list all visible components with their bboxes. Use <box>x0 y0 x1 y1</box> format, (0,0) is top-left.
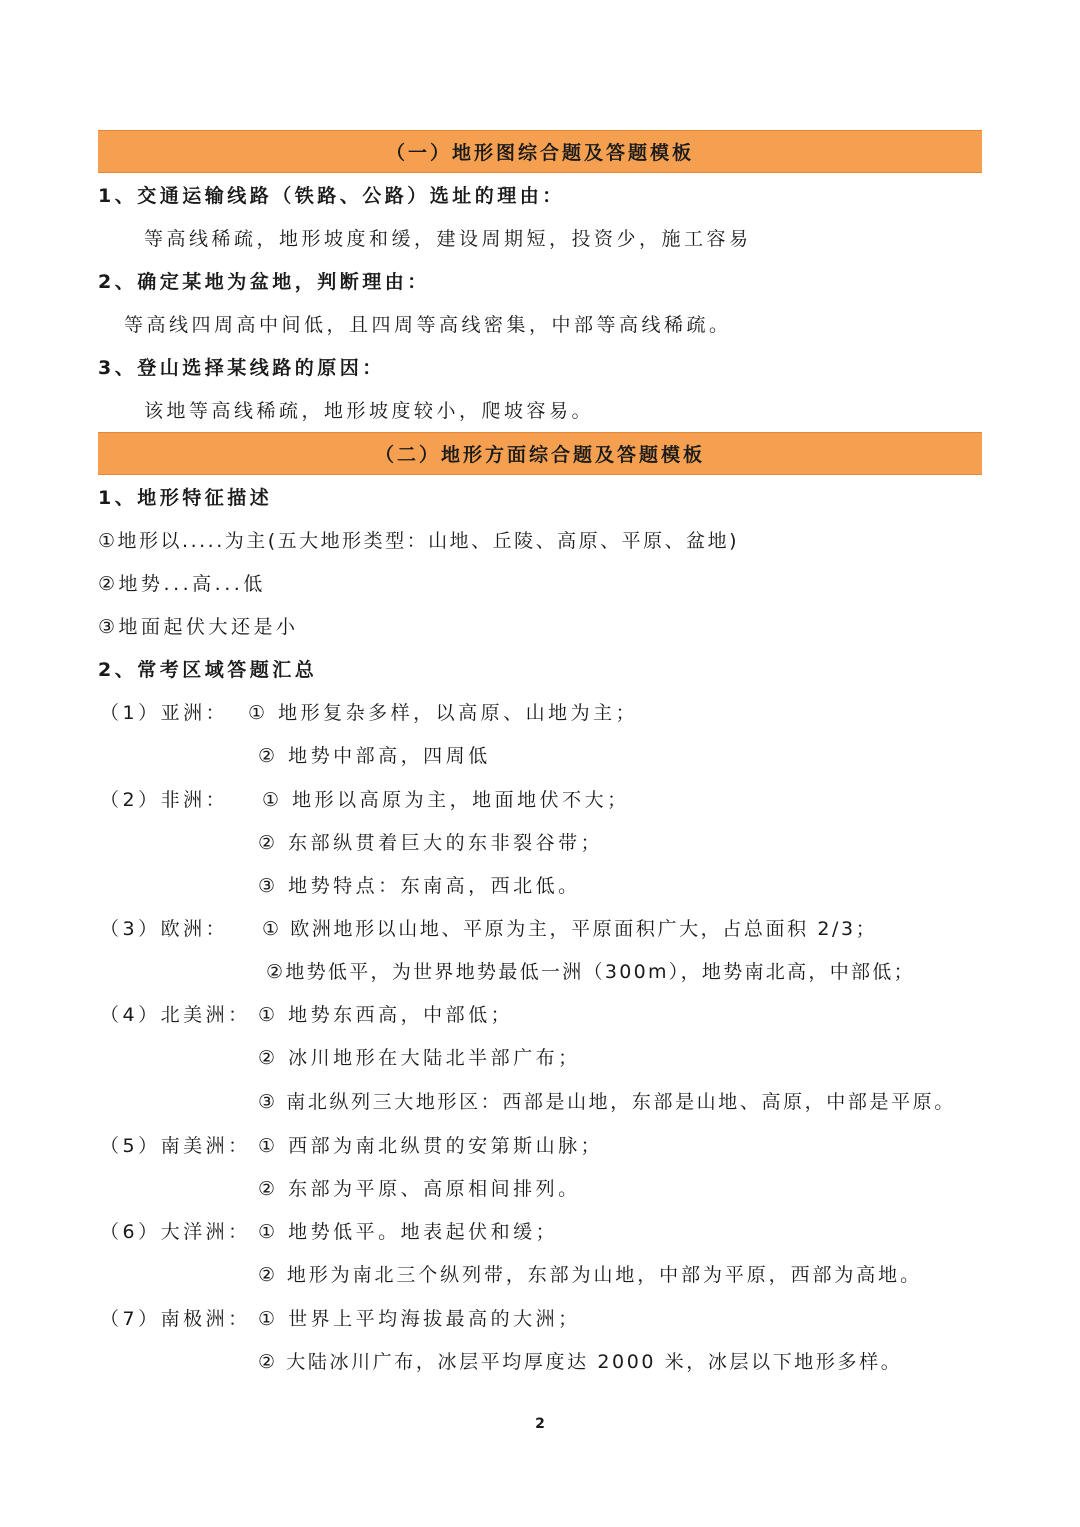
region-point: ① 地势东西高，中部低； <box>258 1004 514 1026</box>
section1-q1: 1、交通运输线路（铁路、公路）选址的理由： <box>98 185 565 207</box>
region-point: ②地势低平，为世界地势最低一洲（300m），地势南北高，中部低； <box>266 961 915 983</box>
region-name-antarctica: （7）南极洲： <box>100 1308 251 1330</box>
region-point: ① 地形复杂多样，以高原、山地为主； <box>248 702 639 724</box>
region-point: ① 欧洲地形以山地、平原为主，平原面积广大，占总面积 2/3； <box>262 918 878 940</box>
region-point: ② 东部纵贯着巨大的东非裂谷带； <box>258 832 604 854</box>
region-name-oceania: （6）大洋洲： <box>100 1221 251 1243</box>
terrain-feature-line-2: ②地势...高...低 <box>98 573 266 595</box>
page-number: 2 <box>535 1416 545 1432</box>
section1-banner: （一）地形图综合题及答题模板 <box>98 130 982 173</box>
region-point: ② 地势中部高，四周低 <box>258 745 491 767</box>
region-point: ③ 地势特点：东南高，西北低。 <box>258 875 581 897</box>
section1-a2: 等高线四周高中间低，且四周等高线密集，中部等高线稀疏。 <box>124 314 732 336</box>
section1-a3: 该地等高线稀疏，地形坡度较小，爬坡容易。 <box>144 400 595 422</box>
region-point: ② 大陆冰川广布，冰层平均厚度达 2000 米，冰层以下地形多样。 <box>258 1351 903 1373</box>
section1-q2: 2、确定某地为盆地，判断理由： <box>98 271 430 293</box>
region-point: ① 地形以高原为主，地面地伏不大； <box>262 789 630 811</box>
region-point: ② 冰川地形在大陆北半部广布； <box>258 1047 581 1069</box>
region-name-europe: （3）欧洲： <box>100 918 229 940</box>
region-point: ① 西部为南北纵贯的安第斯山脉； <box>258 1135 604 1157</box>
terrain-feature-line-1: ①地形以.....为主(五大地形类型：山地、丘陵、高原、平原、盆地) <box>98 530 740 552</box>
region-point: ③ 南北纵列三大地形区：西部是山地，东部是山地、高原，中部是平原。 <box>258 1091 956 1113</box>
region-point: ② 东部为平原、高原相间排列。 <box>258 1178 581 1200</box>
region-point: ① 地势低平。地表起伏和缓； <box>258 1221 559 1243</box>
region-name-south-america: （5）南美洲： <box>100 1135 251 1157</box>
region-name-north-america: （4）北美洲： <box>100 1004 251 1026</box>
region-name-africa: （2）非洲： <box>100 789 229 811</box>
section1-a1: 等高线稀疏，地形坡度和缓，建设周期短，投资少，施工容易 <box>144 228 752 250</box>
section1-q3: 3、登山选择某线路的原因： <box>98 357 385 379</box>
section2-banner: （二）地形方面综合题及答题模板 <box>98 432 982 475</box>
region-name-asia: （1）亚洲： <box>100 702 229 724</box>
terrain-feature-line-3: ③地面起伏大还是小 <box>98 616 299 638</box>
section2-sub1-heading: 1、地形特征描述 <box>98 487 273 509</box>
section2-sub2-heading: 2、常考区域答题汇总 <box>98 659 318 681</box>
region-point: ① 世界上平均海拔最高的大洲； <box>258 1308 581 1330</box>
region-point: ② 地形为南北三个纵列带，东部为山地，中部为平原，西部为高地。 <box>258 1264 922 1286</box>
